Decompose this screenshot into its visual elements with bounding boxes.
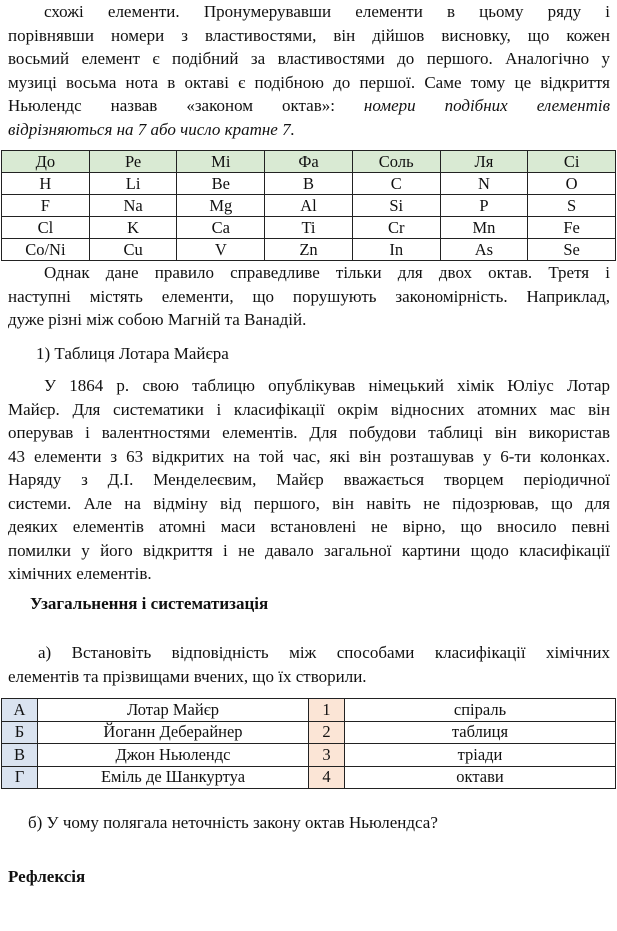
element-cell: N	[440, 173, 528, 195]
table-row	[2, 217, 616, 239]
element-cell: Cr	[352, 217, 440, 239]
element-cell: Li	[89, 173, 177, 195]
element-cell: In	[352, 239, 440, 261]
number-cell: 1	[309, 699, 345, 722]
table-row	[2, 195, 616, 217]
task-b-question: б) У чому полягала неточність закону октав Ньюлендса?	[28, 813, 438, 832]
matching-table	[1, 698, 616, 789]
intro-line: восьмий елемент є подібний за властивостями до першого. Аналогічно у	[8, 49, 610, 68]
note-header: Соль	[352, 151, 440, 173]
element-cell: F	[2, 195, 90, 217]
table-row	[2, 766, 616, 789]
intro-line: порівнявши номери з властивостями, він дійшов висновку, що кожен	[8, 25, 610, 45]
method-cell: спіраль	[345, 699, 616, 722]
mayer-line: помилки у його відкриття і не давало загальної картини щодо класифікації	[8, 540, 610, 560]
mayer-line: Наряду з Д.І. Менделеєвим, Майєр вважається творцем періодичної	[8, 470, 610, 489]
reflection-heading: Рефлексія	[8, 867, 86, 886]
element-cell: Co/Ni	[2, 239, 90, 261]
element-cell: Ca	[177, 217, 265, 239]
element-cell: O	[528, 173, 616, 195]
intro-italic-last: відрізняються на 7 або число кратне 7.	[8, 119, 295, 139]
rule-line: Однак дане правило справедливе тільки для двох октав. Третя і	[44, 263, 610, 282]
element-cell: V	[177, 239, 265, 261]
element-cell: Na	[89, 195, 177, 217]
number-cell: 2	[309, 721, 345, 744]
element-cell: Zn	[265, 239, 353, 261]
number-cell: 4	[309, 766, 345, 789]
note-header: Сі	[528, 151, 616, 173]
intro-italic-tail: номери подібних елементів	[334, 96, 610, 115]
task-a-paragraph	[8, 641, 610, 688]
note-header: Фа	[265, 151, 353, 173]
note-header: Ре	[89, 151, 177, 173]
intro-line: Ньюлендс назвав «законом октав»:	[8, 96, 335, 115]
table-row	[2, 173, 616, 195]
letter-cell: Б	[2, 721, 38, 744]
table-row	[2, 699, 616, 722]
mayer-paragraph	[8, 374, 610, 586]
rule-line: наступні містять елементи, що порушують закономірність. Наприклад,	[8, 286, 610, 306]
task-a-line: елементів та прізвищами вчених, що їх створили.	[8, 666, 367, 686]
intro-line: схожі елементи. Пронумерувавши елементи в цьому ряду і	[44, 2, 610, 21]
task-a-line: а) Встановіть відповідність між способами класифікації хімічних	[38, 643, 610, 662]
scientist-cell: Еміль де Шанкуртуа	[38, 766, 309, 789]
letter-cell: А	[2, 699, 38, 722]
mayer-line: оперував і валентностями елементів. Для побудови таблиці він використав	[8, 423, 610, 442]
element-cell: Mn	[440, 217, 528, 239]
letter-cell: Г	[2, 766, 38, 789]
element-cell: Cu	[89, 239, 177, 261]
element-cell: P	[440, 195, 528, 217]
mayer-line: деяких елементів атомні маси встановлені не вірно, що вносило певні	[8, 517, 610, 536]
section-title-mayer: 1) Таблиця Лотара Майєра	[36, 344, 229, 363]
summary-heading: Узагальнення і систематизація	[30, 594, 269, 613]
rule-line: дуже різні між собою Магній та Ванадій.	[8, 310, 307, 329]
intro-line: музиці восьма нота в октаві є подібною до першої. Саме тому це відкриття	[8, 72, 610, 92]
mayer-line: хімічних елементів.	[8, 564, 152, 583]
element-cell: Se	[528, 239, 616, 261]
scientist-cell: Лотар Майєр	[38, 699, 309, 722]
octaves-table	[1, 150, 616, 261]
mayer-line: У 1864 р. свою таблицю опублікував німецький хімік Юліус Лотар	[44, 376, 610, 395]
intro-line-mixed	[8, 94, 610, 118]
note-header: Ля	[440, 151, 528, 173]
method-cell: октави	[345, 766, 616, 789]
table-row	[2, 744, 616, 767]
element-cell: K	[89, 217, 177, 239]
element-cell: B	[265, 173, 353, 195]
element-cell: Be	[177, 173, 265, 195]
table-row	[2, 721, 616, 744]
element-cell: Al	[265, 195, 353, 217]
method-cell: таблиця	[345, 721, 616, 744]
element-cell: C	[352, 173, 440, 195]
octaves-header-row	[2, 151, 616, 173]
element-cell: Mg	[177, 195, 265, 217]
element-cell: As	[440, 239, 528, 261]
element-cell: Cl	[2, 217, 90, 239]
mayer-line: 43 елементи з 63 відкритих на той час, які він розташував у 6-ти колонках.	[8, 446, 610, 466]
number-cell: 3	[309, 744, 345, 767]
method-cell: тріади	[345, 744, 616, 767]
intro-italic-last-line	[8, 118, 610, 142]
element-cell: Fe	[528, 217, 616, 239]
mayer-line: Майєр. Для систематики і класифікації окрім відносних атомних мас він	[8, 399, 610, 419]
element-cell: Ti	[265, 217, 353, 239]
scientist-cell: Йоганн Деберайнер	[38, 721, 309, 744]
table-row	[2, 239, 616, 261]
mayer-line: системи. Але на відміну від першого, він навіть не підозрював, що для	[8, 493, 610, 513]
scientist-cell: Джон Ньюлендс	[38, 744, 309, 767]
element-cell: S	[528, 195, 616, 217]
element-cell: H	[2, 173, 90, 195]
element-cell: Si	[352, 195, 440, 217]
intro-paragraph	[8, 0, 610, 141]
note-header: До	[2, 151, 90, 173]
rule-paragraph	[8, 261, 610, 332]
letter-cell: В	[2, 744, 38, 767]
note-header: Мі	[177, 151, 265, 173]
